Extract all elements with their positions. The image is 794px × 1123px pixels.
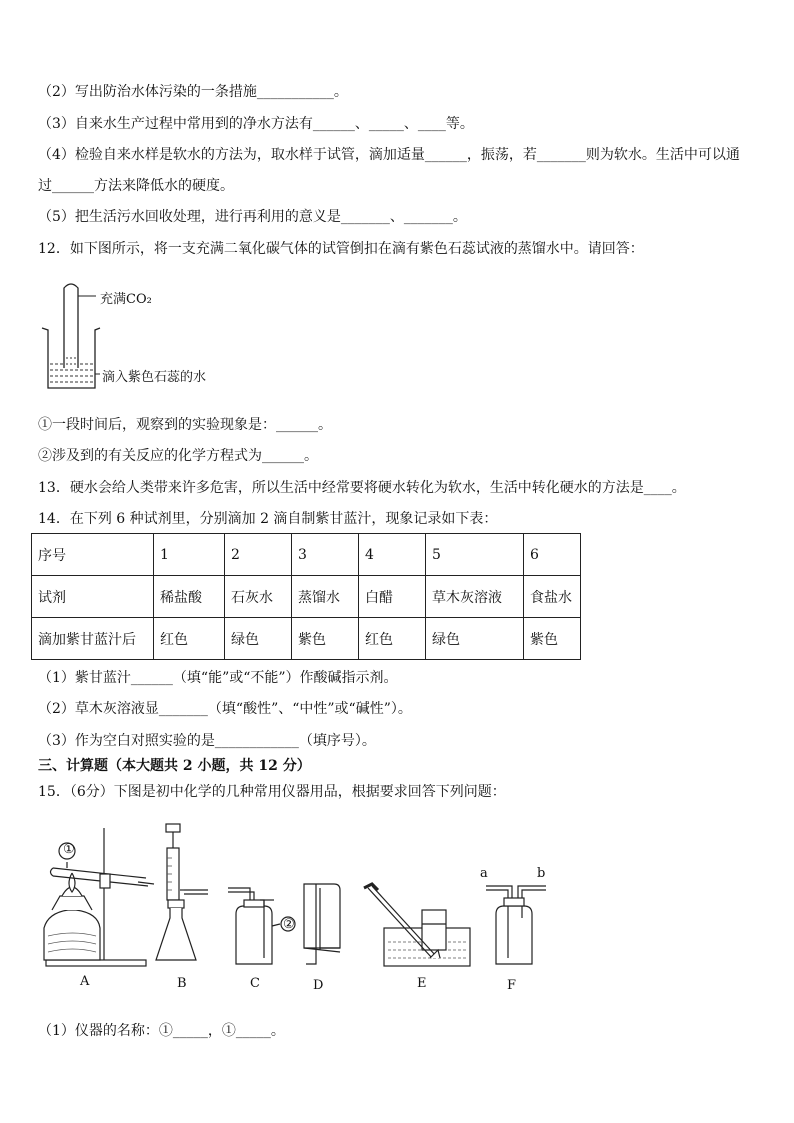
table-cell: 滴加紫甘蓝汁后: [32, 618, 154, 660]
question-12-part-2: ②涉及到的有关反应的化学方程式为______。: [38, 448, 318, 464]
figure-15-label-d: D: [313, 978, 324, 993]
figure-15-label-e: E: [417, 976, 427, 991]
figure-15-port-b: b: [537, 866, 546, 881]
table-cell: 5: [426, 534, 524, 576]
table-cell: 草木灰溶液: [426, 576, 524, 618]
table-cell: 2: [225, 534, 292, 576]
question-11-part-3: （3）自来水生产过程中常用到的净水方法有______、_____、____等。: [38, 116, 474, 132]
table-cell: 白醋: [359, 576, 426, 618]
figure-15-label-a: A: [80, 974, 90, 989]
table-cell: 1: [154, 534, 225, 576]
figure-15-label-f: F: [507, 978, 517, 993]
apparatus-d: [304, 884, 340, 964]
table-cell: 红色: [359, 618, 426, 660]
question-14-part-3: （3）作为空白对照实验的是____________（填序号）。: [38, 733, 376, 749]
table-cell: 4: [359, 534, 426, 576]
table-cell: 红色: [154, 618, 225, 660]
question-11-part-4-line2: 过______方法来降低水的硬度。: [38, 178, 234, 194]
table-cell: 食盐水: [524, 576, 581, 618]
table-cell: 蒸馏水: [292, 576, 359, 618]
table-cell: 紫色: [524, 618, 581, 660]
question-12: 12．如下图所示，将一支充满二氧化碳气体的试管倒扣在滴有紫色石蕊试液的蒸馏水中。请回答：: [38, 241, 644, 257]
apparatus-e: [364, 884, 470, 966]
table-cell: 序号: [32, 534, 154, 576]
figure-15-mark-2: ②: [283, 917, 295, 932]
table-cell: 试剂: [32, 576, 154, 618]
reagent-table: [31, 533, 581, 660]
apparatus-a: [44, 828, 154, 966]
figure-15-label-b: B: [177, 976, 187, 991]
apparatus-f: [486, 886, 546, 964]
table-cell: 稀盐酸: [154, 576, 225, 618]
table-cell: 3: [292, 534, 359, 576]
table-row: [32, 534, 581, 576]
apparatus-b: [156, 824, 208, 960]
table-cell: 石灰水: [225, 576, 292, 618]
table-row: [32, 576, 581, 618]
section-3-heading: 三、计算题（本大题共 2 小题，共 12 分）: [38, 758, 311, 774]
figure-15-apparatus: [38, 818, 578, 978]
figure-15-label-c: C: [250, 976, 260, 991]
question-15-part-1: （1）仪器的名称：①_____，①_____。: [38, 1023, 285, 1039]
figure-15-mark-1: ①: [63, 842, 75, 857]
question-11-part-2: （2）写出防治水体污染的一条措施___________。: [38, 84, 348, 100]
question-14: 14．在下列 6 种试剂里，分别滴加 2 滴自制紫甘蓝汁，现象记录如下表：: [38, 511, 498, 527]
question-14-part-1: （1）紫甘蓝汁______（填“能”或“不能”）作酸碱指示剂。: [38, 670, 398, 686]
question-14-part-2: （2）草木灰溶液显_______（填“酸性”、“中性”或“碱性”）。: [38, 701, 412, 717]
table-cell: 绿色: [426, 618, 524, 660]
question-11-part-5: （5）把生活污水回收处理，进行再利用的意义是_______、_______。: [38, 209, 467, 225]
table-cell: 绿色: [225, 618, 292, 660]
figure-15-port-a: a: [480, 866, 488, 881]
question-15: 15．（6分）下图是初中化学的几种常用仪器用品，根据要求回答下列问题：: [38, 784, 506, 800]
question-12-part-1: ①一段时间后，观察到的实验现象是：______。: [38, 417, 332, 433]
question-11-part-4-line1: （4）检验自来水样是软水的方法为，取水样于试管，滴加适量______，振荡，若_______则为软水。生活中可以通: [38, 147, 740, 163]
figure-12-label-water: 滴入紫色石蕊的水: [102, 370, 207, 385]
question-13: 13．硬水会给人类带来许多危害，所以生活中经常要将硬水转化为软水，生活中转化硬水的方法是____。: [38, 480, 686, 496]
table-cell: 6: [524, 534, 581, 576]
table-cell: 紫色: [292, 618, 359, 660]
table-row: [32, 618, 581, 660]
figure-12-label-co2: 充满CO₂: [100, 292, 152, 307]
